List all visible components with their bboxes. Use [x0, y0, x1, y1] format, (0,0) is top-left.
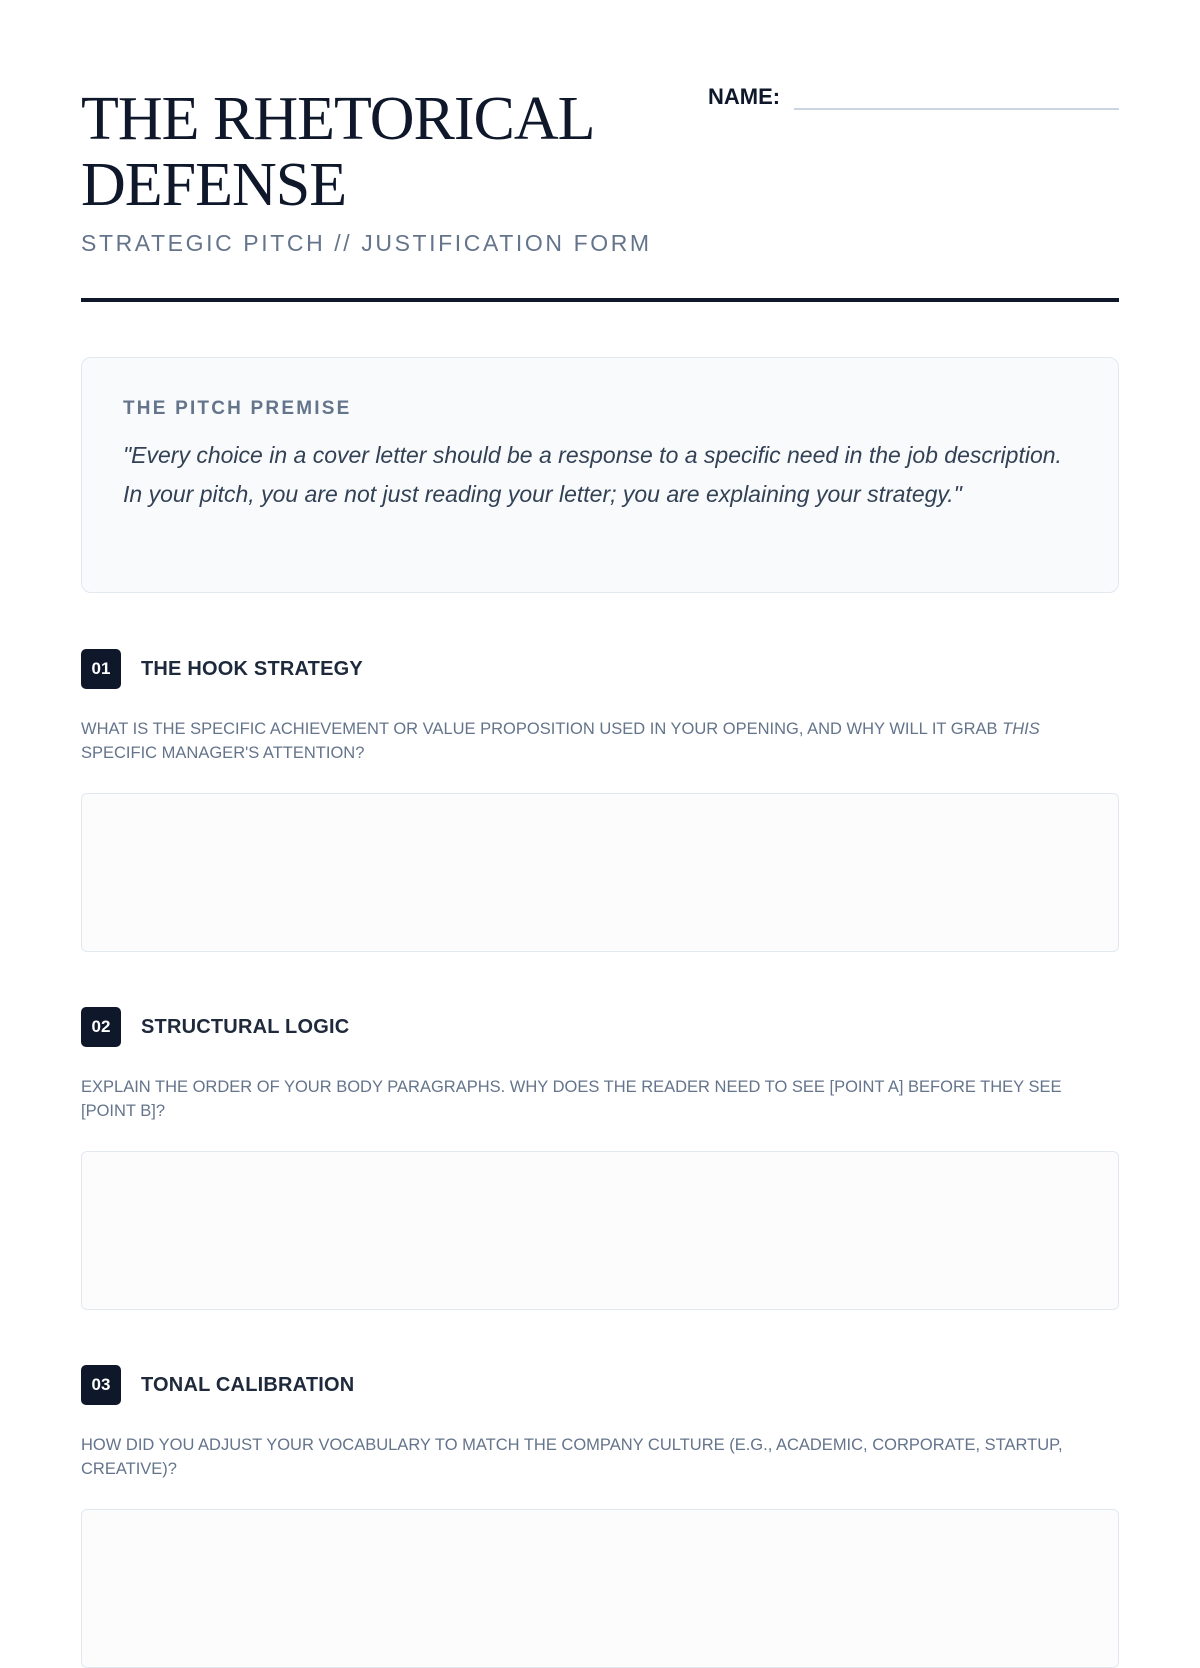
section-hook-strategy [81, 649, 1119, 952]
section-title: STRUCTURAL LOGIC [141, 1015, 350, 1038]
premise-quote: "Every choice in a cover letter should be a response to a specific need in the job description. In your pitch, you are not just reading your letter; you are explaining your strategy." [123, 442, 1062, 507]
section-prompt: HOW DID YOU ADJUST YOUR VOCABULARY TO MATCH THE COMPANY CULTURE (E.G., ACADEMIC, CORPORATE, STARTUP, CREATIVE)? [81, 1436, 1063, 1478]
section-prompt: EXPLAIN THE ORDER OF YOUR BODY PARAGRAPHS. WHY DOES THE READER NEED TO SEE [POINT A] BEFORE THEY SEE [POINT B]? [81, 1078, 1062, 1120]
name-label: NAME: [708, 84, 781, 109]
page-subtitle: STRATEGIC PITCH // JUSTIFICATION FORM [81, 230, 652, 256]
premise-label: THE PITCH PREMISE [123, 398, 352, 419]
section-header [81, 1007, 1119, 1047]
page-header [81, 80, 1119, 302]
section-title: TONAL CALIBRATION [141, 1373, 355, 1396]
name-input-line[interactable] [794, 108, 1119, 110]
name-field-group [708, 84, 1119, 110]
section-header [81, 1365, 1119, 1405]
prompt-text-end: SPECIFIC MANAGER'S ATTENTION? [81, 744, 365, 762]
section-header [81, 649, 1119, 689]
section-tonal-calibration [81, 1365, 1119, 1668]
section-number-badge: 02 [81, 1007, 121, 1047]
section-title: THE HOOK STRATEGY [141, 657, 363, 680]
section-prompt [81, 717, 1119, 765]
prompt-emphasis: THIS [1002, 720, 1040, 738]
section-number-badge: 01 [81, 649, 121, 689]
answer-box-tonal-calibration[interactable] [81, 1509, 1119, 1668]
prompt-text: WHAT IS THE SPECIFIC ACHIEVEMENT OR VALUE PROPOSITION USED IN YOUR OPENING, AND WHY WILL IT GRAB [81, 720, 1003, 738]
page-title: THE RHETORICAL DEFENSE [81, 85, 593, 219]
section-number-badge: 03 [81, 1365, 121, 1405]
pitch-premise-box [81, 357, 1119, 593]
section-structural-logic [81, 1007, 1119, 1310]
answer-box-structural-logic[interactable] [81, 1151, 1119, 1310]
answer-box-hook-strategy[interactable] [81, 793, 1119, 952]
